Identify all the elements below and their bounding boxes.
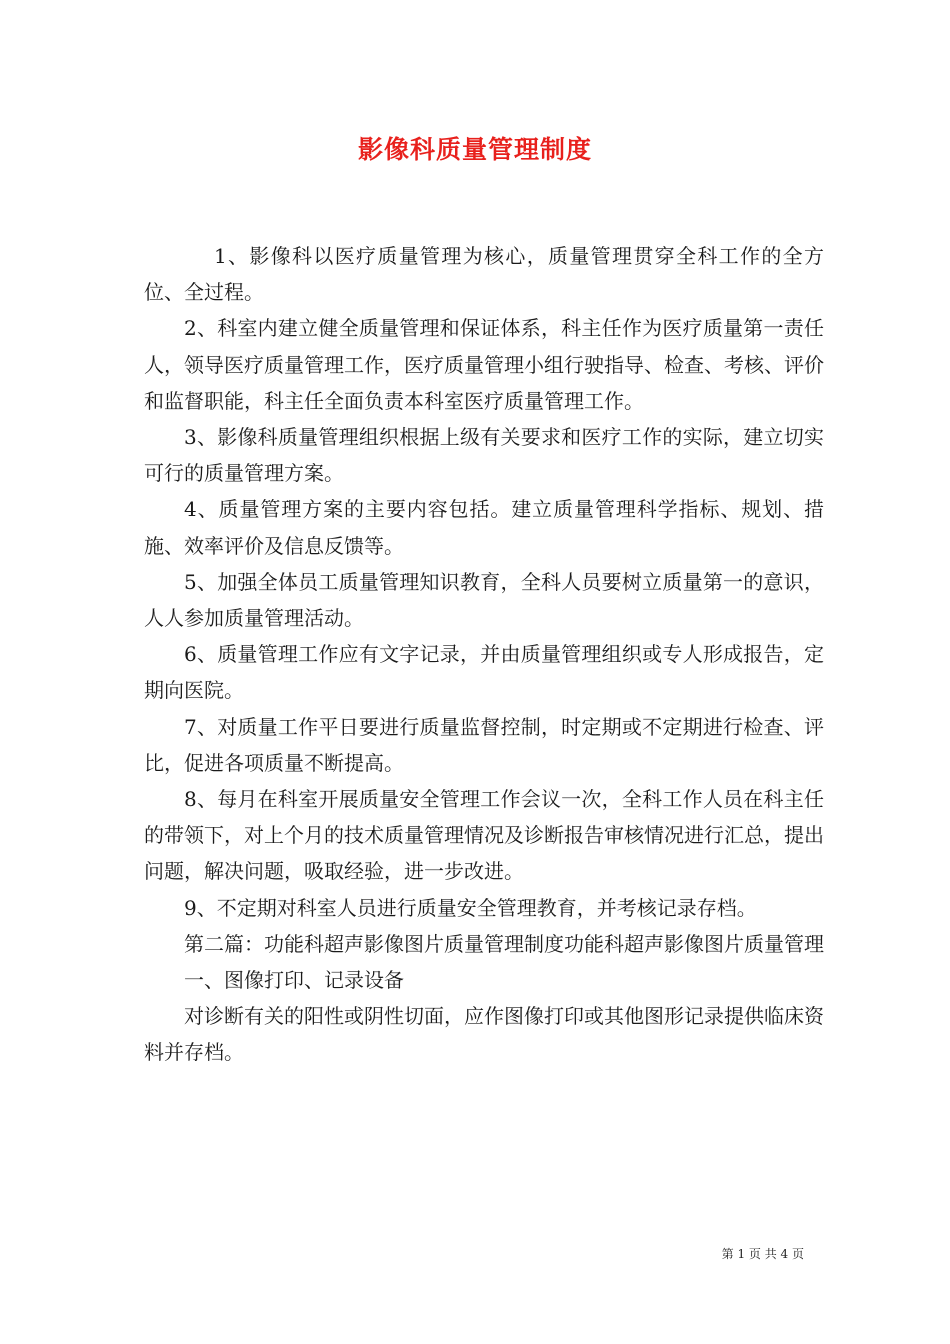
- page-title: 影像科质量管理制度: [357, 135, 592, 164]
- page-number-footer: 第 1 页 共 4 页: [721, 1247, 804, 1261]
- paragraph-9: 9、不定期对科室人员进行质量安全管理教育，并考核记录存档。: [184, 895, 757, 920]
- paragraph-10: 对诊断有关的阳性或阴性切面，应作图像打印或其他图形记录提供临床资料并存档。: [144, 1004, 824, 1065]
- paragraph-2: 2、科室内建立健全质量管理和保证体系，科主任作为医疗质量第一责任人，领导医疗质量管理工作，医疗质量管理小组行驶指导、检查、考核、评价和监督职能，科主任全面负责本科室医疗质量管理工作。: [144, 316, 824, 413]
- paragraph-3: 3、影像科质量管理组织根据上级有关要求和医疗工作的实际，建立切实可行的质量管理方案。: [144, 425, 824, 486]
- paragraph-1: 1、影像科以医疗质量管理为核心，质量管理贯穿全科工作的全方位、全过程。: [144, 244, 824, 305]
- paragraph-4: 4、质量管理方案的主要内容包括。建立质量管理科学指标、规划、措施、效率评价及信息反馈等。: [144, 497, 824, 558]
- paragraph-5: 5、加强全体员工质量管理知识教育，全科人员要树立质量第一的意识，人人参加质量管理活动。: [144, 569, 824, 631]
- document-body: [144, 238, 824, 1071]
- paragraph-7: 7、对质量工作平日要进行质量监督控制，时定期或不定期进行检查、评比，促进各项质量不断提高。: [144, 714, 824, 775]
- paragraph-6: 6、质量管理工作应有文字记录，并由质量管理组织或专人形成报告，定期向医院。: [144, 642, 824, 703]
- paragraph-8: 8、每月在科室开展质量安全管理工作会议一次，全科工作人员在科主任的带领下，对上个月的技术质量管理情况及诊断报告审核情况进行汇总，提出问题，解决问题，吸取经验，进一步改进。: [144, 787, 824, 884]
- subsection-heading-1: 一、图像打印、记录设备: [184, 968, 404, 993]
- section-2-heading: 第二篇：功能科超声影像图片质量管理制度功能科超声影像图片质量管理: [184, 931, 824, 956]
